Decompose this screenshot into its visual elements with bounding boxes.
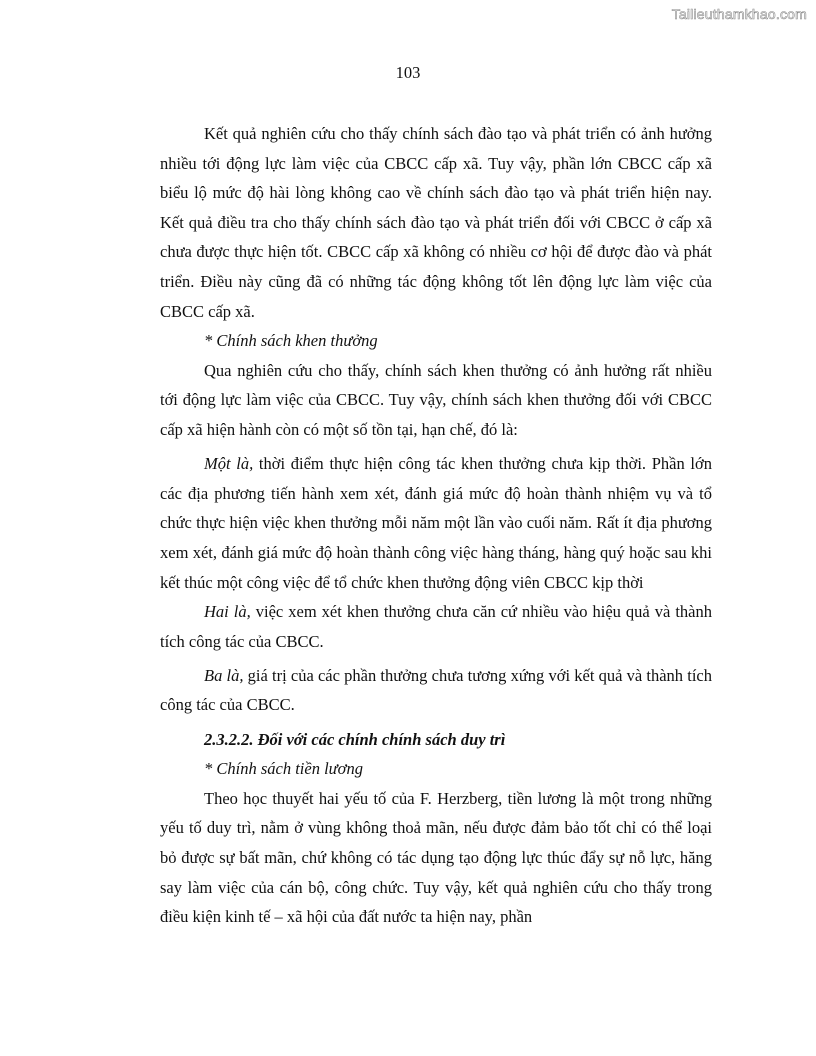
- lead-point-three: Ba là,: [204, 665, 244, 685]
- paragraph-herzberg: Theo học thuyết hai yếu tố của F. Herzberg, tiền lương là một trong những yếu tố duy trì, nằm ở vùng không thoả mãn, nếu được đảm bảo tốt chỉ có thể loại bỏ được sự bất mãn, chứ không có tác dụng tạo động lực thúc đẩy sự nỗ lực, hăng say làm việc của cán bộ, công chức. Tuy vậy, kết quả nghiên cứu cho thấy trong điều kiện kinh tế – xã hội của đất nước ta hiện nay, phần: [160, 788, 712, 927]
- paragraph-point-one: [160, 449, 712, 597]
- heading-salary-policy: * Chính sách tiền lương: [204, 759, 363, 779]
- text-point-three: giá trị của các phần thưởng chưa tương xứng với kết quả và thành tích công tác của CBCC.: [160, 665, 712, 715]
- lead-point-two: Hai là,: [204, 602, 251, 622]
- paragraph-point-two: [160, 597, 712, 656]
- watermark: Tailieuthamkhao.com: [671, 6, 807, 22]
- section-heading-maintenance-policy: 2.3.2.2. Đối với các chính chính sách duy trì: [204, 729, 506, 749]
- page-number: 103: [395, 63, 421, 82]
- paragraph-reward-intro: Qua nghiên cứu cho thấy, chính sách khen thưởng có ảnh hưởng rất nhiều tới động lực làm việc của CBCC. Tuy vậy, chính sách khen thưởng đối với CBCC cấp xã hiện hành còn có một số tồn tại, hạn chế, đó là:: [160, 360, 712, 439]
- document-body: [160, 119, 712, 932]
- heading-reward-policy: * Chính sách khen thưởng: [204, 331, 378, 351]
- lead-point-one: Một là,: [204, 454, 254, 474]
- paragraph-training-results: Kết quả nghiên cứu cho thấy chính sách đào tạo và phát triển có ảnh hưởng nhiều tới động lực làm việc của CBCC cấp xã. Tuy vậy, phần lớn CBCC cấp xã biểu lộ mức độ hài lòng không cao về chính sách đào tạo và phát triển hiện nay. Kết quả điều tra cho thấy chính sách đào tạo và phát triển đối với CBCC ở cấp xã chưa được thực hiện tốt. CBCC cấp xã không có nhiều cơ hội để được đào và phát triển. Điều này cũng đã có những tác động không tốt lên động lực làm việc của CBCC cấp xã.: [160, 124, 712, 321]
- text-point-two: việc xem xét khen thưởng chưa căn cứ nhiều vào hiệu quả và thành tích công tác của CBCC.: [160, 602, 712, 651]
- paragraph-point-three: [160, 661, 712, 720]
- text-point-one: thời điểm thực hiện công tác khen thưởng chưa kịp thời. Phần lớn các địa phương tiến hành xem xét, đánh giá mức độ hoàn thành nhiệm vụ và tổ chức thực hiện việc khen thưởng mỗi năm một lần vào cuối năm. Rất ít địa phương xem xét, đánh giá mức độ hoàn thành công việc hàng tháng, hàng quý hoặc sau khi kết thúc một công việc để tổ chức khen thưởng động viên CBCC kịp thời: [160, 454, 712, 592]
